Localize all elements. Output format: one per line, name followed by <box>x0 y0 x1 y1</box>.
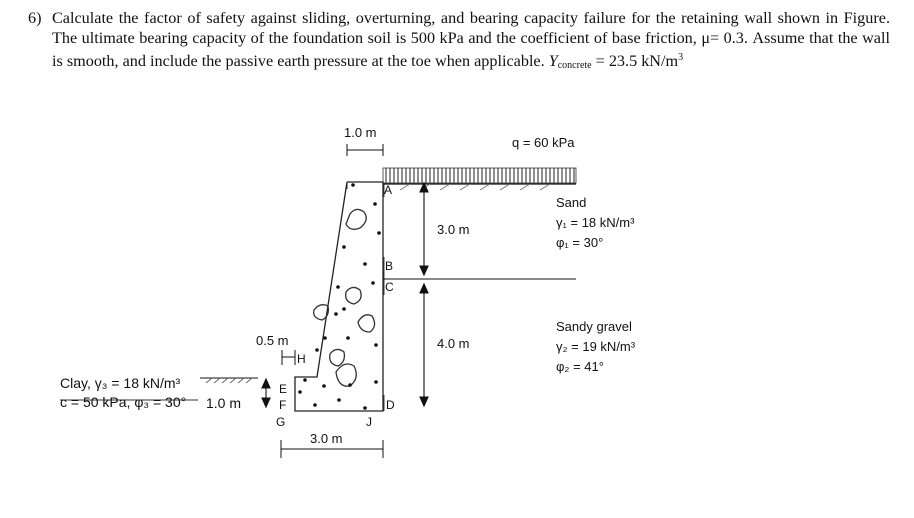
point-a: A <box>384 183 393 197</box>
surcharge-label: q = 60 kPa <box>512 135 575 150</box>
point-f: F <box>279 398 287 412</box>
concrete-dots <box>298 183 381 410</box>
point-b: B <box>385 259 394 273</box>
gravel-unit-weight: γ₂ = 19 kN/m³ <box>556 339 636 354</box>
problem-text: Calculate the factor of safety against sliding, overturning, and bearing capacity failure for the retaining wall shown in Figure. The ultimate bearing capacity of the foundation soil is 500 kPa and the coefficient of base friction, μ= 0.3. Assume that the wall is smooth, and include the passive earth pressure at the toe when applicable. <box>52 9 890 70</box>
sand-unit-weight: γ₁ = 18 kN/m³ <box>556 215 635 230</box>
toe-width-dimension <box>282 350 295 365</box>
point-h: H <box>297 352 306 366</box>
unit-weight-symbol: Y <box>548 52 558 70</box>
lower-height-label: 4.0 m <box>437 336 470 351</box>
clay-properties-line2: c = 50 kPa, φ₃ = 30° <box>60 394 187 410</box>
embedment-dimension <box>262 379 270 407</box>
point-c: C <box>385 280 394 294</box>
problem-number: 6) <box>28 9 42 27</box>
unit-weight-exponent: 3 <box>678 52 684 63</box>
clay-properties-line1: Clay, γ₃ = 18 kN/m³ <box>60 375 181 391</box>
top-width-label: 1.0 m <box>344 125 377 140</box>
unit-weight-subscript: concrete <box>557 60 592 71</box>
point-e: E <box>279 382 288 396</box>
point-g: G <box>276 415 286 429</box>
point-d: D <box>386 398 395 412</box>
unit-weight-value: = 23.5 kN/m <box>595 52 679 70</box>
point-j: J <box>366 415 372 429</box>
base-width-label: 3.0 m <box>310 431 343 446</box>
upper-height-label: 3.0 m <box>437 222 470 237</box>
top-width-dimension <box>347 144 383 156</box>
concrete-texture <box>314 209 375 386</box>
retaining-wall <box>295 182 383 411</box>
backfill-surface <box>383 184 576 190</box>
sand-title: Sand <box>556 195 587 210</box>
height-dimension <box>383 183 576 406</box>
gravel-friction-angle: φ₂ = 41° <box>556 359 604 374</box>
clay-surface <box>200 378 258 383</box>
toe-height-label: 0.5 m <box>256 333 289 348</box>
gravel-title: Sandy gravel <box>556 319 632 334</box>
surcharge-load <box>383 168 576 183</box>
embedment-depth-label: 1.0 m <box>206 395 242 411</box>
sand-friction-angle: φ₁ = 30° <box>556 235 604 250</box>
